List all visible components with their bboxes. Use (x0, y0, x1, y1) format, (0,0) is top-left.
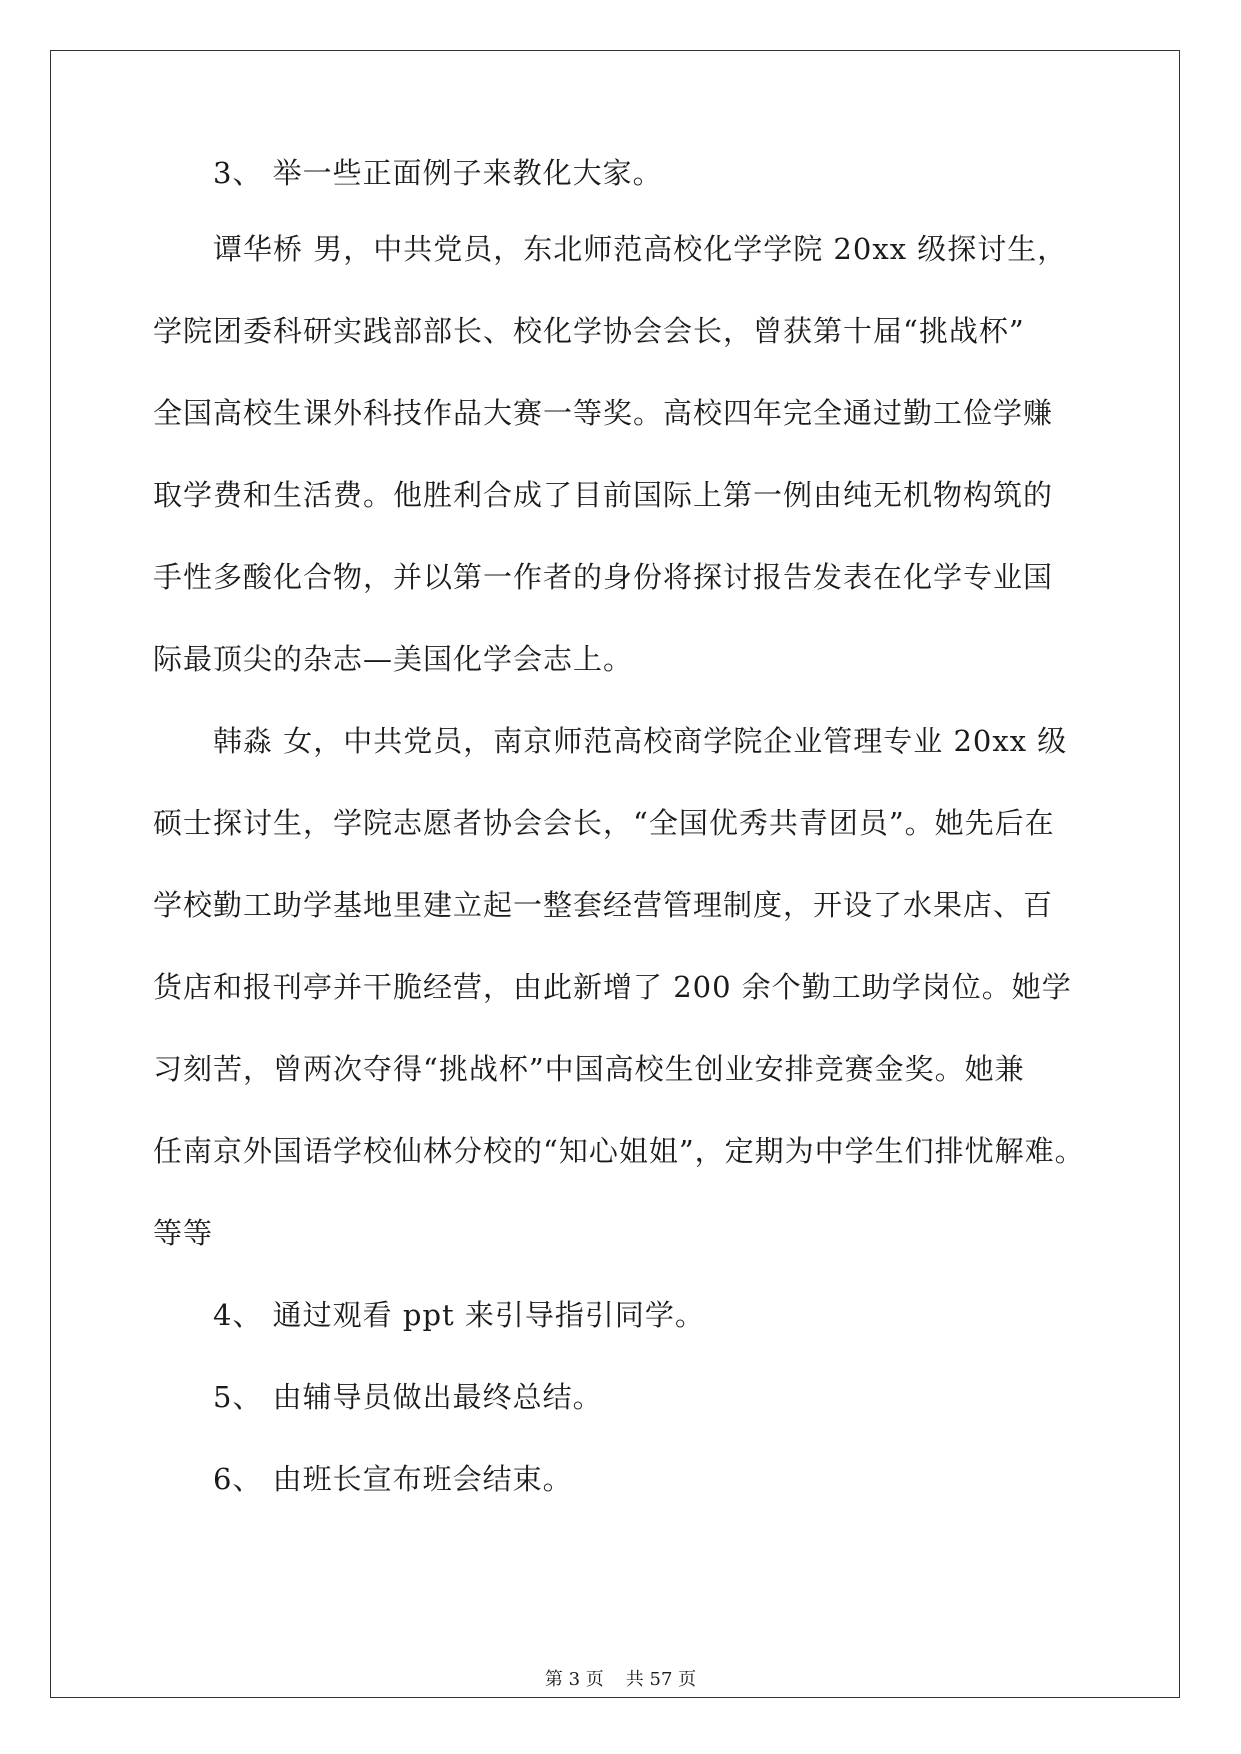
paragraph-line: 任南京外国语学校仙林分校的“知心姐姐”，定期为中学生们排忧解难。 (153, 1134, 1085, 1168)
paragraph-line: 取学费和生活费。他胜利合成了目前国际上第一例由纯无机物构筑的 (153, 478, 1054, 512)
paragraph-line: 全国高校生课外科技作品大赛一等奖。高校四年完全通过勤工俭学赚 (153, 396, 1054, 430)
page-border (50, 50, 1180, 1698)
paragraph-line: 手性多酸化合物，并以第一作者的身份将探讨报告发表在化学专业国 (153, 560, 1054, 594)
page-total: 共 57 页 (625, 1669, 697, 1690)
list-item-3: 3、 举一些正面例子来教化大家。 (213, 156, 663, 190)
list-item-5: 5、 由辅导员做出最终总结。 (213, 1380, 603, 1414)
paragraph-line: 学校勤工助学基地里建立起一整套经营管理制度，开设了水果店、百 (153, 888, 1054, 922)
paragraph-line: 谭华桥 男，中共党员，东北师范高校化学学院 20xx 级探讨生， (213, 232, 1068, 266)
paragraph-line: 韩淼 女，中共党员，南京师范高校商学院企业管理专业 20xx 级 (213, 724, 1068, 758)
paragraph-line: 际最顶尖的杂志—美国化学会志上。 (153, 642, 634, 676)
paragraph-line: 货店和报刊亭并干脆经营，由此新增了 200 余个勤工助学岗位。她学 (153, 970, 1072, 1004)
paragraph-line: 等等 (153, 1216, 214, 1250)
paragraph-line: 硕士探讨生，学院志愿者协会会长，“全国优秀共青团员”。她先后在 (153, 806, 1055, 840)
paragraph-line: 学院团委科研实践部部长、校化学协会会长，曾获第十届“挑战杯” (153, 314, 1025, 348)
list-item-6: 6、 由班长宣布班会结束。 (213, 1462, 573, 1496)
page-footer (0, 1668, 1241, 1692)
list-item-4: 4、 通过观看 ppt 来引导指引同学。 (213, 1298, 705, 1332)
page-number: 第 3 页 (544, 1669, 604, 1690)
paragraph-line: 习刻苦，曾两次夺得“挑战杯”中国高校生创业安排竞赛金奖。她兼 (153, 1052, 1025, 1086)
